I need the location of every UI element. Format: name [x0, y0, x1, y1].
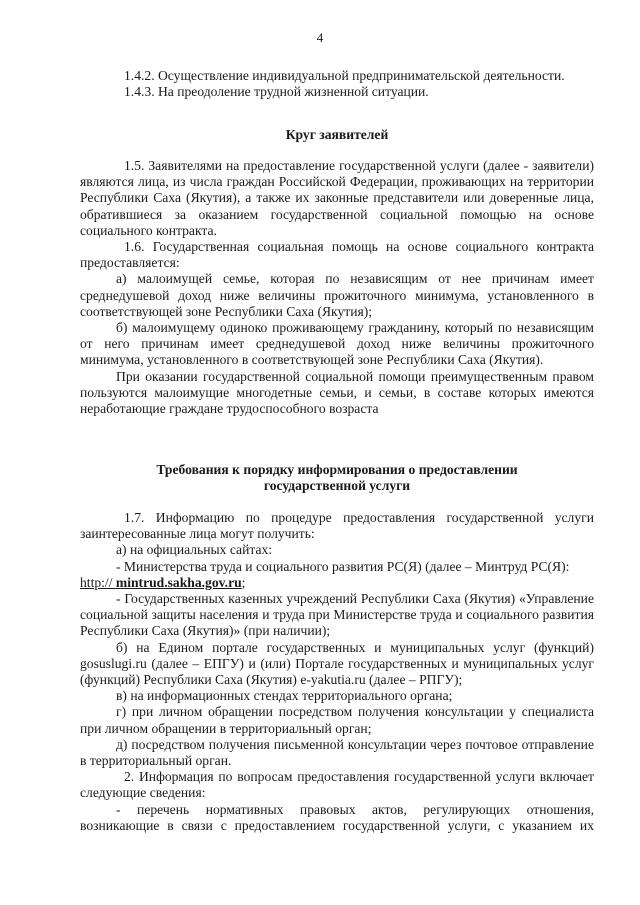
- section-title-informing-line1: Требования к порядку информирования о предоставлении: [156, 462, 518, 477]
- paragraph-1-6-a: а) малоимущей семье, которая по независящим от нее причинам имеет среднедушевой доход ниже величины прожиточного минимума, установленного в соответствующей зоне Республики Саха (Якутия);: [80, 271, 594, 319]
- section-title-informing-line2: государственной услуги: [263, 478, 411, 494]
- paragraph-1-6: 1.6. Государственная социальная помощь на основе социального контракта предоставляется:: [80, 239, 594, 271]
- paragraph-1-7-b: б) на Едином портале государственных и муниципальных услуг (функций) gosuslugi.ru (далее – ЕПГУ) и (или) Портале государственных и муниципальных услуг (функций) Республики Саха (Якутия) e-yakutia.ru (далее – РПГУ);: [80, 639, 594, 688]
- paragraph-2-a: - перечень нормативных правовых актов, регулирующих отношения, возникающие в связи с предоставлением государственной услуги, с указанием их: [80, 801, 594, 833]
- item-1-4-3: 1.4.3. На преодоление трудной жизненной ситуации.: [124, 84, 429, 100]
- paragraph-1-7-e: д) посредством получения письменной консультации через почтовое отправление в территориальный орган.: [80, 736, 594, 769]
- paragraph-1-7-a-2: - Государственных казенных учреждений Республики Саха (Якутия) «Управление социальной защиты населения и труда при Министерстве труда и социального развития Республики Саха (Якутия)» (при наличии);: [80, 591, 594, 639]
- ministry-site-text: - Министерства труда и социального развития РС(Я) (далее – Минтруд РС(Я):: [116, 558, 570, 574]
- section-title-applicants: Круг заявителей: [285, 127, 389, 142]
- paragraph-1-7-c: в) на информационных стендах территориального органа;: [116, 688, 453, 704]
- section-informing-body: [80, 510, 594, 834]
- paragraph-1-7-a: а) на официальных сайтах:: [116, 542, 273, 558]
- paragraph-1-7-d: г) при личном обращении посредством получения консультации у специалиста при личном обращении в территориальный орган;: [80, 704, 594, 736]
- paragraph-1-7-a-1: - Министерства труда и социального развития РС(Я) (далее – Минтруд РС(Я): http:// mintrud.sakha.gov.ru;: [80, 558, 570, 590]
- paragraph-1-5: 1.5. Заявителями на предоставление государственной услуги (далее - заявители) являются лица, из числа граждан Российской Федерации, проживающих на территории Республики Саха (Якутия), а также их законные представители или доверенные лица, обратившиеся за оказанием государственной социальной помощью на основе социального контракта.: [80, 158, 594, 238]
- section-applicants-body: [80, 158, 594, 417]
- page-number: 4: [316, 30, 324, 45]
- paragraph-1-6-b: б) малоимущему одиноко проживающему гражданину, который по независящим от него причинам имеет среднедушевой доход ниже величины прожиточного минимума, установленного в соответствующей зоне Республики Саха (Якутия).: [80, 320, 594, 368]
- paragraph-2: 2. Информация по вопросам предоставления государственной услуги включает следующие сведения:: [80, 769, 594, 801]
- paragraph-1-6-c: При оказании государственной социальной помощи преимущественным правом пользуются малоимущие многодетные семьи, и семьи, в составе которых имеются неработающие граждане трудоспособного возраста: [80, 368, 594, 417]
- intro-items: [80, 68, 594, 100]
- paragraph-1-7: 1.7. Информацию по процедуре предоставления государственной услуги заинтересованные лица могут получить:: [80, 510, 594, 542]
- ministry-site-link[interactable]: http:// mintrud.sakha.gov.ru: [80, 574, 242, 590]
- section-title-informing: [80, 462, 594, 494]
- item-1-4-2: 1.4.2. Осуществление индивидуальной предпринимательской деятельности.: [124, 68, 565, 83]
